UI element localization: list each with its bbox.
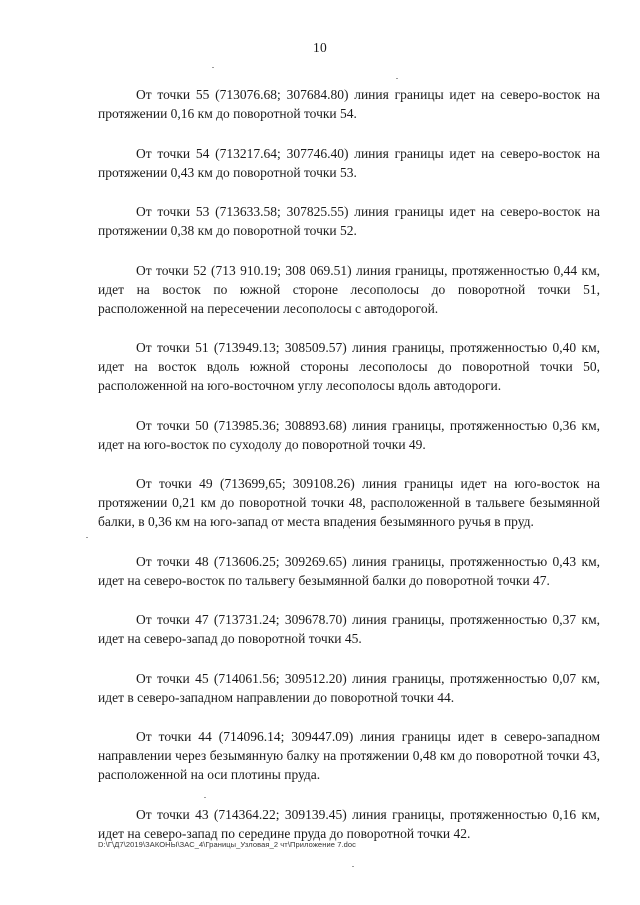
scan-speck bbox=[86, 537, 88, 538]
paragraph-point-45: От точки 45 (714061.56; 309512.20) линия границы, протяженностью 0,07 км, идет в северо-западном направлении до поворотной точки 44. bbox=[98, 670, 600, 705]
page-number: 10 bbox=[313, 40, 327, 55]
file-path-footer: D:\Г\Д7\2019\ЗАКОНЫ\ЗАС_4\Границы_Узловая_2 чт\Приложение 7.doc bbox=[98, 840, 357, 849]
scan-speck bbox=[352, 866, 354, 867]
paragraph-point-52: От точки 52 (713 910.19; 308 069.51) линия границы, протяженностью 0,44 км, идет на восток по южной стороне лесополосы до поворотной точки 51, расположенной на пересечении лесополосы с автодорогой. bbox=[98, 262, 600, 316]
paragraph-point-49: От точки 49 (713699,65; 309108.26) линия границы идет на юго-восток на протяжении 0,21 км до поворотной точки 48, расположенной в тальвеге безымянной балки, в 0,36 км на юго-запад от места впадения безымянного ручья в пруд. bbox=[98, 476, 600, 529]
document-body bbox=[98, 85, 600, 863]
paragraph-point-50: От точки 50 (713985.36; 308893.68) линия границы, протяженностью 0,36 км, идет на юго-восток по суходолу до поворотной точки 49. bbox=[98, 417, 600, 452]
paragraph-point-48: От точки 48 (713606.25; 309269.65) линия границы, протяженностью 0,43 км, идет на северо-восток по тальвегу безымянной балки до поворотной точки 47. bbox=[98, 553, 600, 588]
paragraph-point-51: От точки 51 (713949.13; 308509.57) линия границы, протяженностью 0,40 км, идет на восток вдоль южной стороны лесополосы до поворотной точки 50, расположенной на юго-восточном углу лесополосы вдоль автодороги. bbox=[98, 340, 600, 393]
paragraph-point-54: От точки 54 (713217.64; 307746.40) линия границы идет на северо-восток на протяжении 0,43 км до поворотной точки 53. bbox=[98, 145, 600, 180]
paragraph-point-44: От точки 44 (714096.14; 309447.09) линия границы идет в северо-западном направлении через безымянную балку на протяжении 0,48 км до поворотной точки 43, расположенной на оси плотины пруда. bbox=[98, 729, 600, 782]
paragraph-point-53: От точки 53 (713633.58; 307825.55) линия границы идет на северо-восток на протяжении 0,38 км до поворотной точки 52. bbox=[98, 204, 600, 238]
paragraph-point-43: От точки 43 (714364.22; 309139.45) линия границы, протяженностью 0,16 км, идет на северо-запад по середине пруда до поворотной точки 42. bbox=[98, 806, 600, 841]
paragraph-point-55: От точки 55 (713076.68; 307684.80) линия границы идет на северо-восток на протяжении 0,16 км до поворотной точки 54. bbox=[98, 87, 600, 121]
scan-speck bbox=[212, 67, 214, 68]
paragraph-point-47: От точки 47 (713731.24; 309678.70) линия границы, протяженностью 0,37 км, идет на северо-запад до поворотной точки 45. bbox=[98, 612, 600, 646]
scan-speck bbox=[396, 78, 398, 79]
scan-speck bbox=[204, 797, 206, 798]
